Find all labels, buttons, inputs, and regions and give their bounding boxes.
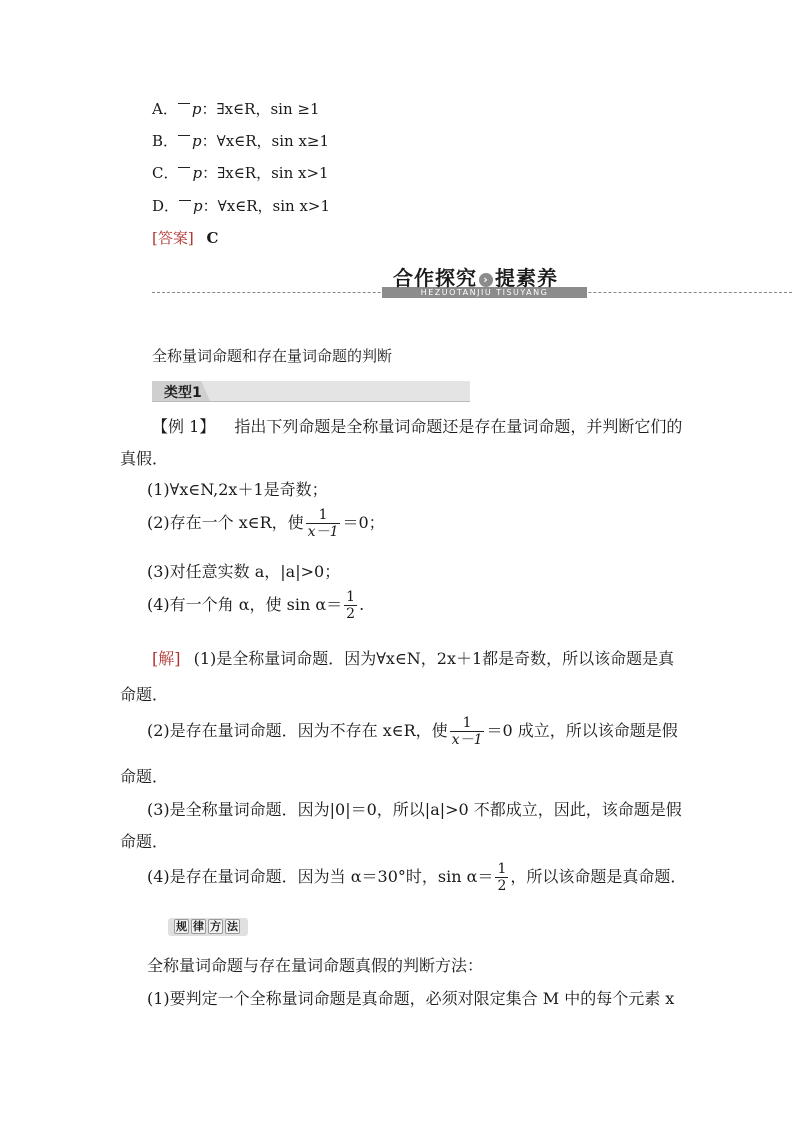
item-text: . xyxy=(359,595,365,614)
solution-1-cont: 命题． xyxy=(120,685,169,704)
section-title: 全称量词命题和存在量词命题的判断 xyxy=(152,347,393,365)
solution-3: (3)是全称量词命题．因为|0|＝0，所以|a|>0 不都成立，因此，该命题是假 xyxy=(147,800,682,819)
choice-prop: p xyxy=(192,164,203,182)
rule-method-label xyxy=(168,918,248,936)
choice-prop: p xyxy=(191,100,202,118)
choice-letter: B． xyxy=(152,132,179,150)
rule-char: 律 xyxy=(193,920,204,933)
solution-2 xyxy=(147,716,678,747)
choice-prop: p xyxy=(192,132,202,150)
choice-a xyxy=(152,98,319,119)
choice-text: ：∃x∈R，sin x>1 xyxy=(202,164,329,182)
solution-text: (1)是全称量词命题．因为∀x∈N，2x＋1都是奇数，所以该命题是真 xyxy=(193,649,675,668)
choice-prop: p xyxy=(193,197,203,215)
negation-symbol xyxy=(179,200,191,207)
answer-line xyxy=(152,227,218,248)
choice-d xyxy=(152,195,330,216)
fraction-denominator: x－1 xyxy=(307,524,339,540)
example-label: 【例 1】 xyxy=(152,417,216,436)
fraction-numerator: 1 xyxy=(450,716,485,732)
choice-letter: A． xyxy=(152,100,178,118)
negation-symbol xyxy=(178,167,190,174)
fraction-denominator: x－1 xyxy=(451,732,483,748)
item-text: (4)有一个角 α，使 sin α＝ xyxy=(147,595,343,614)
fraction-denominator: 2 xyxy=(497,878,507,894)
example-text-cont: 真假． xyxy=(120,449,169,468)
item-text: (2)存在一个 x∈R，使 xyxy=(147,513,304,532)
solution-3-cont: 命题． xyxy=(120,832,169,851)
item-text: ＝0； xyxy=(342,513,385,532)
banner-title-b: 提素养 xyxy=(495,266,558,290)
negation-symbol xyxy=(178,135,190,142)
banner-title-a: 合作探究 xyxy=(393,266,477,290)
example-item-1: (1)∀x∈N,2x＋1是奇数； xyxy=(147,480,328,499)
solution-text: (4)是存在量词命题．因为当 α＝30°时，sin α＝ xyxy=(147,867,494,886)
solution-label: [解] xyxy=(152,649,181,668)
fraction xyxy=(306,508,341,539)
example-item-2 xyxy=(147,508,385,539)
rule-char: 法 xyxy=(227,920,238,933)
choice-text: ：∀x∈R，sin x≥1 xyxy=(201,132,330,150)
example-intro xyxy=(152,414,682,437)
choice-letter: C． xyxy=(152,164,179,182)
type-label: 类型1 xyxy=(164,385,202,401)
rule-char: 方 xyxy=(210,920,221,933)
answer-label: [答案] xyxy=(152,229,194,247)
solution-text: ＝0 成立，所以该命题是假 xyxy=(486,721,678,740)
fraction-numerator: 1 xyxy=(346,589,356,605)
choice-text: ：∀x∈R，sin x>1 xyxy=(202,197,331,215)
chevron-right-icon: › xyxy=(479,273,493,287)
example-text: 指出下列命题是全称量词命题还是存在量词命题，并判断它们的 xyxy=(234,417,683,436)
solution-text: (2)是存在量词命题．因为不存在 x∈R，使 xyxy=(147,721,448,740)
banner-subtitle: HEZUOTANJIU TISUYANG xyxy=(420,288,549,297)
choice-letter: D． xyxy=(152,197,180,215)
choice-text: ：∃x∈R，sin ≥1 xyxy=(201,100,320,118)
banner-title xyxy=(393,262,558,291)
fraction-numerator: 1 xyxy=(306,508,341,524)
example-item-4 xyxy=(147,590,364,621)
type-underline xyxy=(152,401,470,402)
fraction xyxy=(495,862,508,893)
choice-b xyxy=(152,130,329,151)
fraction xyxy=(450,716,485,747)
negation-symbol xyxy=(178,103,190,110)
solution-4 xyxy=(147,862,686,893)
method-item-1: (1)要判定一个全称量词命题是真命题，必须对限定集合 M 中的每个元素 x xyxy=(147,989,675,1008)
answer-value: C xyxy=(206,229,219,247)
solution-text: ，所以该命题是真命题． xyxy=(510,867,687,886)
solution-1 xyxy=(152,646,674,669)
fraction xyxy=(344,590,357,621)
choice-c xyxy=(152,162,329,183)
solution-2-cont: 命题． xyxy=(120,767,169,786)
method-title: 全称量词命题与存在量词命题真假的判断方法： xyxy=(147,956,484,975)
fraction-numerator: 1 xyxy=(497,861,507,877)
rule-char: 规 xyxy=(176,920,187,933)
fraction-denominator: 2 xyxy=(346,606,356,622)
example-item-3: (3)对任意实数 a，|a|>0； xyxy=(147,562,341,581)
